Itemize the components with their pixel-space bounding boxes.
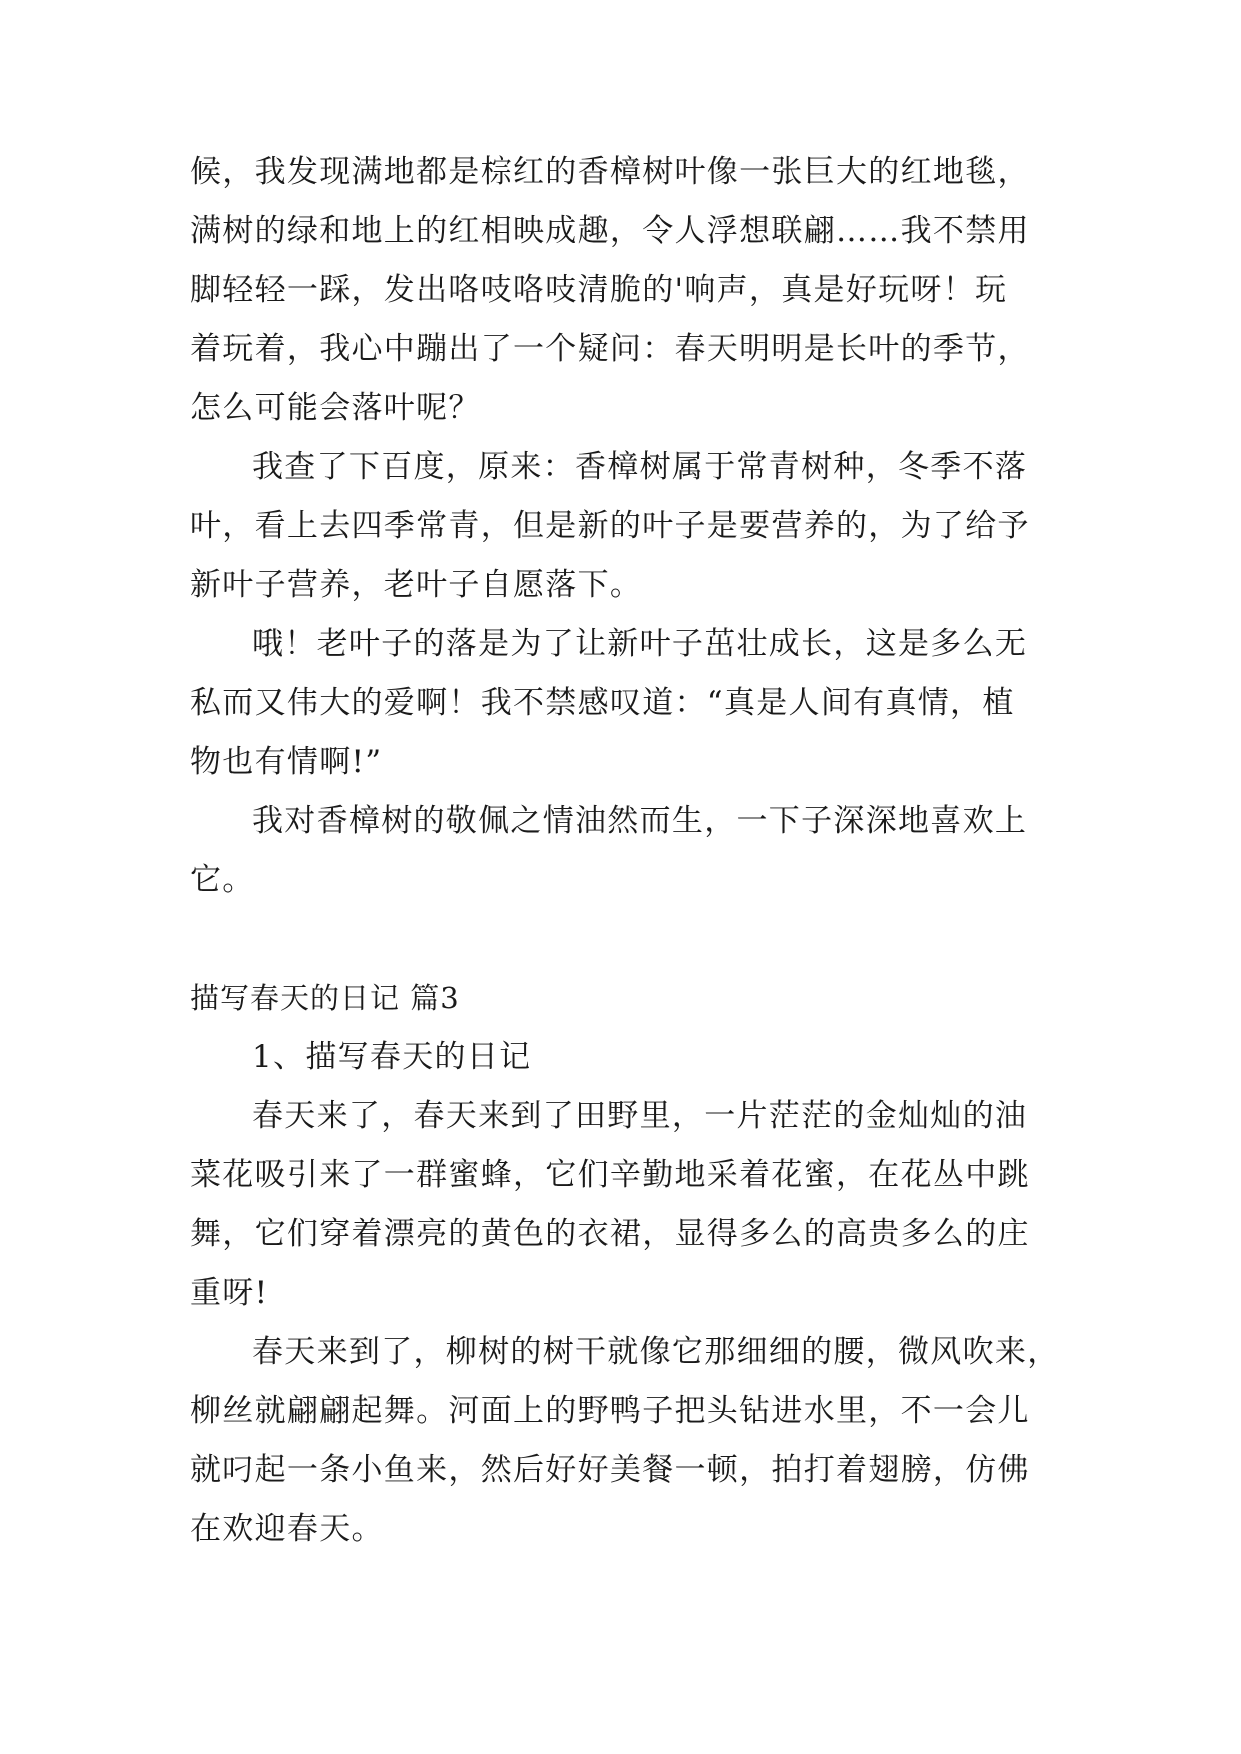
paragraph-6-line-1: 春天来到了，柳树的树干就像它那细细的腰，微风吹来， — [252, 1334, 1060, 1370]
paragraph-1-line-5: 怎么可能会落叶呢？ — [190, 390, 481, 426]
paragraph-1-line-1: 候，我发现满地都是棕红的香樟树叶像一张巨大的红地毯， — [190, 154, 1030, 190]
section-heading: 描写春天的日记 篇3 — [190, 981, 460, 1015]
paragraph-6-line-4: 在欢迎春天。 — [190, 1511, 384, 1547]
paragraph-4-line-1: 我对香樟树的敬佩之情油然而生，一下子深深地喜欢上 — [252, 803, 1028, 839]
paragraph-2-line-1: 我查了下百度，原来：香樟树属于常青树种，冬季不落 — [252, 449, 1028, 485]
paragraph-1-line-4: 着玩着，我心中蹦出了一个疑问：春天明明是长叶的季节， — [190, 331, 1030, 367]
paragraph-2-line-3: 新叶子营养，老叶子自愿落下。 — [190, 567, 643, 603]
paragraph-3-line-2: 私而又伟大的爱啊！我不禁感叹道：“真是人间有真情，植 — [190, 685, 1015, 721]
paragraph-5-line-2: 菜花吸引来了一群蜜蜂，它们辛勤地采着花蜜，在花丛中跳 — [190, 1157, 1030, 1193]
paragraph-6-line-2: 柳丝就翩翩起舞。河面上的野鸭子把头钻进水里，不一会儿 — [190, 1393, 1030, 1429]
paragraph-3-line-1: 哦！老叶子的落是为了让新叶子茁壮成长，这是多么无 — [252, 626, 1028, 662]
paragraph-1-line-2: 满树的绿和地上的红相映成趣，令人浮想联翩……我不禁用 — [190, 213, 1030, 249]
paragraph-1-line-3: 脚轻轻一踩，发出咯吱咯吱清脆的'响声，真是好玩呀！玩 — [190, 272, 1008, 308]
paragraph-2-line-2: 叶，看上去四季常青，但是新的叶子是要营养的，为了给予 — [190, 508, 1030, 544]
paragraph-3-line-3: 物也有情啊!” — [190, 744, 383, 780]
paragraph-5-line-1: 春天来了，春天来到了田野里，一片茫茫的金灿灿的油 — [252, 1098, 1028, 1134]
paragraph-4-line-2: 它。 — [190, 862, 255, 898]
paragraph-5-line-3: 舞，它们穿着漂亮的黄色的衣裙，显得多么的高贵多么的庄 — [190, 1216, 1030, 1252]
subheading: 1、描写春天的日记 — [252, 1039, 532, 1075]
paragraph-5-line-4: 重呀! — [190, 1275, 269, 1311]
paragraph-6-line-3: 就叼起一条小鱼来，然后好好美餐一顿，拍打着翅膀，仿佛 — [190, 1452, 1030, 1488]
